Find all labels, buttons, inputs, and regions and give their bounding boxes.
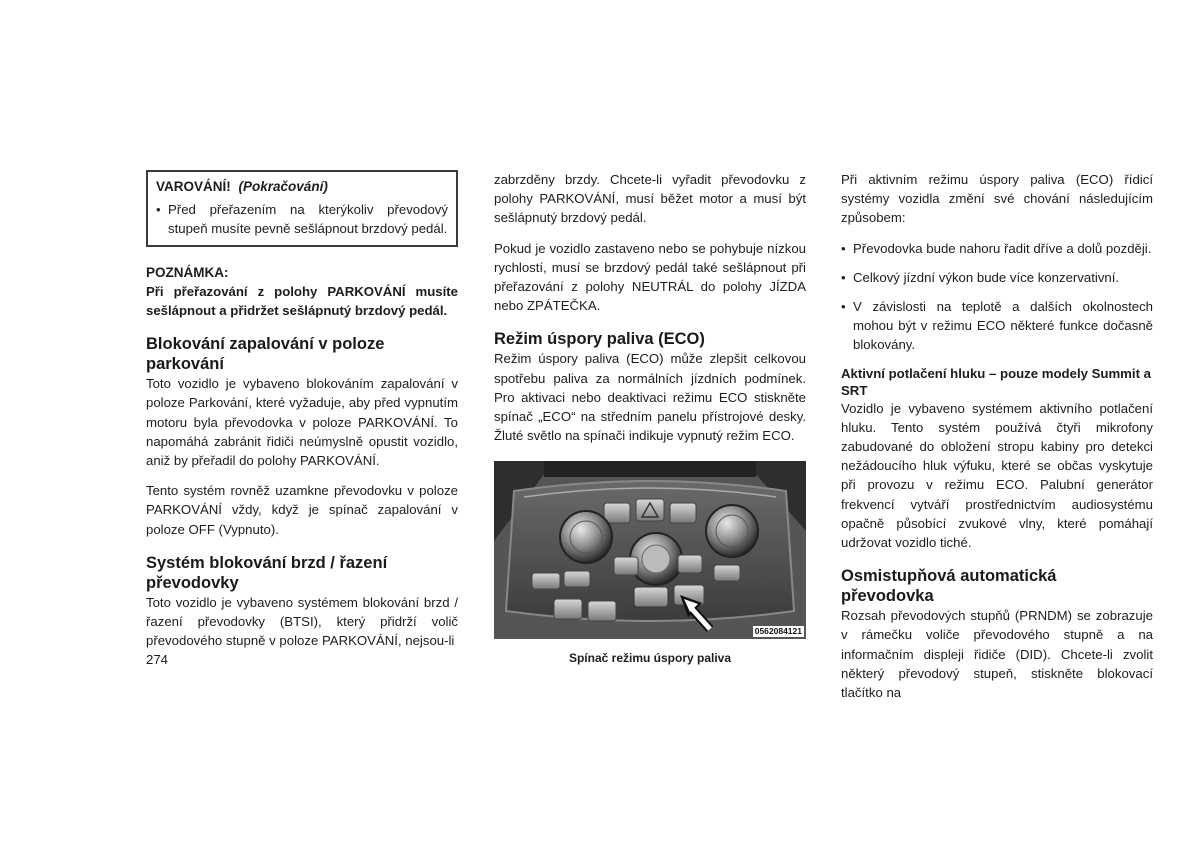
heading-ignition-interlock: Blokování zapalování v poloze parkování bbox=[146, 335, 385, 374]
paragraph-ignition-2: Tento systém rovněž uzamkne převodovku v poloze PARKOVÁNÍ vždy, když je spínač zapalování v poloze OFF (Vypnuto). bbox=[146, 483, 458, 537]
figure-caption: Spínač režimu úspory paliva bbox=[568, 651, 732, 666]
page-number: 274 bbox=[146, 652, 169, 667]
heading-active-noise-cancellation: Aktivní potlačení hluku – pouze modely Summit a SRT bbox=[841, 365, 1151, 398]
note-title: POZNÁMKA: bbox=[146, 264, 229, 280]
warning-title bbox=[156, 177, 448, 196]
paragraph-low-speed: Pokud je vozidlo zastaveno nebo se pohybuje nízkou rychlostí, musí se brzdový pedál také sešlápnout při přeřazování z polohy NEUTRÁL do polohy JÍZDA nebo ZPÁTEČKA. bbox=[494, 240, 806, 314]
column-right bbox=[841, 170, 1153, 702]
heading-btsi: Systém blokování brzd / řazení převodovky bbox=[146, 553, 388, 592]
paragraph-anc: Vozidlo je vybaveno systémem aktivního potlačení hluku. Tento systém používá čtyři mikrofony zabudované do obložení stropu kabiny pro detekci nežádoucího hluk výfuku, které se občas vyskytuje při provozu v režimu ECO. Palubní generátor frekvencí vytváří prostřednictvím audiosystému opačně působící zvukové vlny, které pomáhají udržovat vozidlo tiché. bbox=[841, 400, 1153, 551]
heading-eco: Režim úspory paliva (ECO) bbox=[494, 330, 705, 349]
list-item: • Celkový jízdní výkon bude více konzervativní. bbox=[841, 268, 1153, 287]
eco-effects-list bbox=[841, 239, 1153, 355]
list-item: • Převodovka bude nahoru řadit dříve a dolů později. bbox=[841, 239, 1153, 258]
paragraph-ignition-1: Toto vozidlo je vybaveno blokováním zapalování v poloze Parkování, které vyžaduje, aby před vypnutím motoru byla převodovka v poloze PARKOVÁNÍ. To napomáhá zabránit řidiči neúmyslně opustit vozidlo, aniž by přeřadil do polohy PARKOVÁNÍ. bbox=[146, 376, 458, 469]
column-left bbox=[146, 170, 458, 650]
console-illustration bbox=[494, 461, 806, 639]
eco-switch-photo bbox=[494, 461, 806, 639]
warning-box bbox=[146, 170, 458, 247]
heading-eight-speed-transmission: Osmistupňová automatická převodovka bbox=[841, 567, 1057, 606]
column-middle bbox=[494, 170, 806, 669]
paragraph-btsi: Toto vozidlo je vybaveno systémem blokování brzd / řazení převodovky (BTSI), který přidrží volič převodového stupně v poloze PARKOVÁNÍ, nejsou-li bbox=[146, 594, 458, 649]
paragraph-eco: Režim úspory paliva (ECO) může zlepšit celkovou spotřebu paliva za normálních jízdních podmínek. Pro aktivaci nebo deaktivaci režimu ECO stiskněte spínač „ECO“ na středním panelu přístrojové desky. Žluté světlo na spínači indikuje vypnutý režim ECO. bbox=[494, 351, 806, 444]
warning-bullet: • Před přeřazením na kterýkoliv převodový stupeň musíte pevně sešlápnout brzdový pedál. bbox=[156, 200, 448, 238]
paragraph-eco-effects: Při aktivním režimu úspory paliva (ECO) řídicí systémy vozidla změní své chování následujícím způsobem: bbox=[841, 172, 1153, 226]
warning-continued: (Pokračování) bbox=[238, 179, 328, 194]
note-text: Při přeřazování z polohy PARKOVÁNÍ musíte sešlápnout a přidržet sešlápnutý brzdový pedál. bbox=[146, 283, 458, 319]
list-item: • V závislosti na teplotě a dalších okolnostech mohou být v režimu ECO některé funkce dočasně blokovány. bbox=[841, 297, 1153, 355]
figure-code: 0562084121 bbox=[754, 626, 802, 637]
paragraph-continued: zabrzděny brzdy. Chcete-li vyřadit převodovku z polohy PARKOVÁNÍ, musí běžet motor a musí být sešlápnutý brzdový pedál. bbox=[494, 172, 806, 226]
warning-label: VAROVÁNÍ! bbox=[156, 179, 231, 194]
paragraph-transmission: Rozsah převodových stupňů (PRNDM) se zobrazuje v rámečku voliče převodového stupně a na informačním displeji řidiče (DID). Chcete-li zvolit některý převodový stupeň, stiskněte blokovací tlačítko na bbox=[841, 608, 1153, 701]
